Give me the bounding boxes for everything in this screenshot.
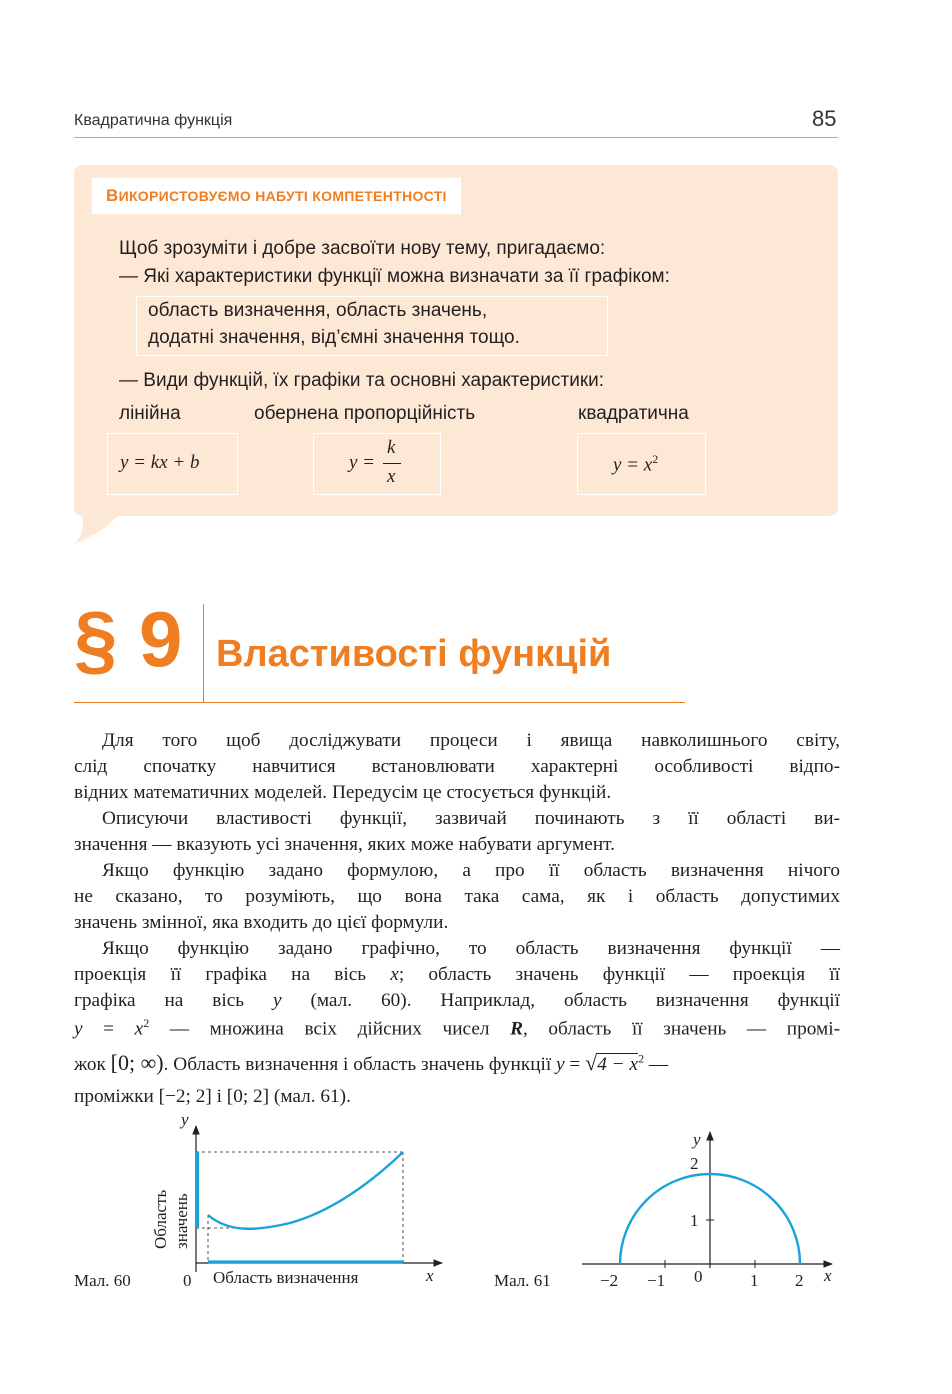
fig61-x-tick-2: 2 (795, 1271, 804, 1290)
formula-inverse-lhs: y = (349, 452, 376, 473)
formula-inverse-denominator: x (387, 466, 396, 487)
callout-title (92, 178, 461, 214)
p1-line-3: відних математичних моделей. Передусім це стосується функцій. (74, 782, 612, 803)
section-divider (203, 604, 204, 702)
p2-line-1: Описуючи властивості функції, зазвичай починають з її області ви- (102, 808, 840, 829)
section-title: Властивості функцій (216, 633, 612, 675)
p4-line-4: $y = x^2$ — множина всіх дійсних чисел R, область її значень — промі- (74, 1016, 840, 1040)
fig61-caption: Мал. 61 (494, 1271, 551, 1290)
callout-title-initial: В (106, 186, 119, 205)
p3-line-2: не сказано, то розуміють, що вона така сама, як і область допустимих (74, 886, 840, 907)
section-underline (74, 702, 685, 703)
type-label-inverse: обернена пропорційність (254, 403, 476, 424)
type-label-quadratic: квадратична (578, 403, 689, 424)
p4-line-5: жок [0; ∞). Область визначення і область значень функції $y = √4 - x^2$ — (74, 1050, 669, 1075)
section-number: § 9 (74, 595, 183, 683)
fig60-domain-label: Область визначення (213, 1268, 359, 1287)
fig61-y-tick-2: 2 (690, 1154, 699, 1173)
p4-line-2: проекція її графіка на вісь x; область значень функції — проекція її (74, 964, 840, 985)
fig61-x-tick-neg2: −2 (600, 1271, 619, 1290)
p3-line-3: значень змінної, яка входить до цієї формули. (74, 912, 449, 933)
callout-line-2: — Які характеристики функції можна визначати за її графіком: (119, 266, 670, 287)
page-number: 85 (812, 106, 837, 131)
formula-inverse-numerator: k (387, 437, 396, 458)
type-label-linear: лінійна (119, 403, 181, 424)
p4-line-1: Якщо функцію задано графічно, то область визначення функції — (102, 938, 840, 959)
fig61-x-tick-1: 1 (750, 1271, 759, 1290)
fig61-graph (580, 1128, 840, 1273)
callout-title-rest: ИКОРИСТОВУЄМО НАБУТІ КОМПЕТЕНТНОСТІ (118, 188, 447, 204)
formula-quadratic: $y = x^2$ (613, 452, 659, 476)
fig60-caption: Мал. 60 (74, 1271, 131, 1290)
p1-line-2: слід спочатку навчитися встановлювати характерні особливості відпо- (74, 756, 840, 777)
p3-line-1: Якщо функцію задано формулою, а про її область визначення нічого (102, 860, 840, 881)
p4-line-6: проміжки [−2; 2] і [0; 2] (мал. 61). (74, 1086, 351, 1107)
callout-tail (74, 500, 134, 546)
fig60-curve (208, 1152, 403, 1229)
running-header: Квадратична функція (74, 112, 233, 129)
characteristics-line-1: область визначення, область значень, (148, 300, 488, 321)
fig61-origin: 0 (694, 1267, 703, 1286)
p1-line-1: Для того щоб досліджувати процеси і явища навколишнього світу, (102, 730, 840, 751)
fig61-y-label: y (693, 1130, 701, 1149)
p4-line-3: графіка на вісь y (мал. 60). Наприклад, область визначення функції (74, 990, 840, 1011)
fraction-bar (383, 463, 401, 464)
fig60-x-label: x (426, 1266, 434, 1285)
formula-linear: y = kx + b (120, 452, 200, 473)
fig60-origin: 0 (183, 1271, 192, 1290)
formula-box-inverse (313, 433, 441, 495)
p2-line-2: значення — вказують усі значення, яких може набувати аргумент. (74, 834, 615, 855)
fig60-range-label: Область значень (151, 1189, 191, 1249)
fig61-x-label: x (824, 1266, 832, 1285)
fig60-y-label: y (181, 1110, 189, 1129)
fig61-y-tick-1: 1 (690, 1211, 699, 1230)
header-rule (74, 137, 838, 138)
callout-line-3: — Види функцій, їх графіки та основні характеристики: (119, 370, 605, 391)
callout-line-1: Щоб зрозуміти і добре засвоїти нову тему, пригадаємо: (119, 238, 606, 259)
fig61-x-tick-neg1: −1 (647, 1271, 666, 1290)
characteristics-line-2: додатні значення, від’ємні значення тощо. (148, 327, 520, 348)
